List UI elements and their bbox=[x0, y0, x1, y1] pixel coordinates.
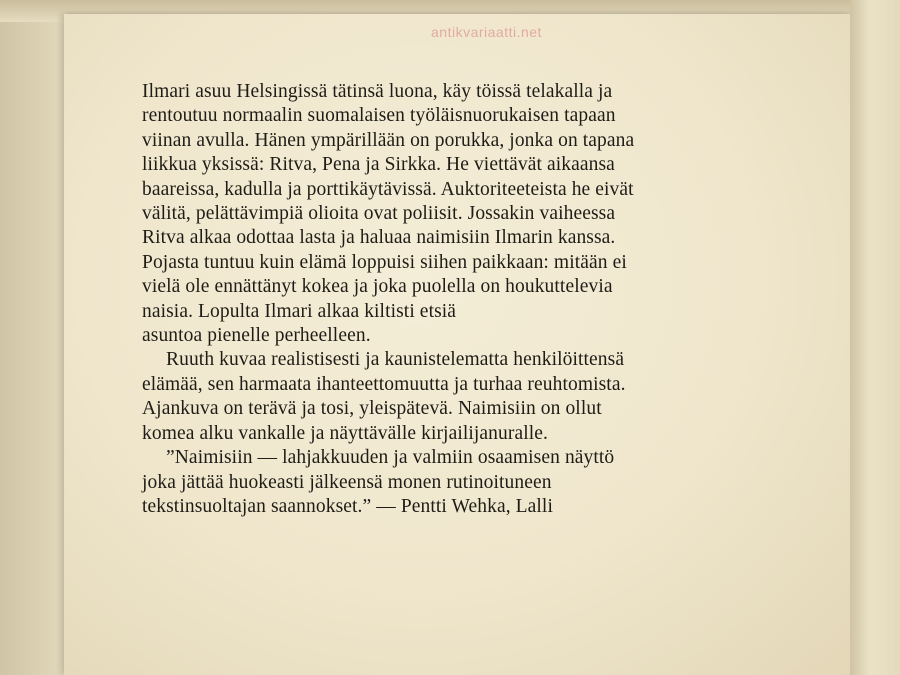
blurb-text bbox=[142, 80, 782, 519]
book-spine-edge bbox=[850, 0, 900, 675]
quote-paragraph bbox=[142, 446, 782, 519]
text-line: joka jättää huokeasti jälkeensä monen rutinoituneen bbox=[142, 471, 552, 493]
text-line: välitä, pelättävimpiä olioita ovat poliisit. Jossakin vaiheessa bbox=[142, 203, 616, 225]
text-line: rentoutuu normaalin suomalaisen työläisnuorukaisen tapaan bbox=[142, 105, 616, 127]
watermark: antikvariaatti.net bbox=[431, 24, 542, 40]
text-line: viinan avulla. Hänen ympärillään on porukka, jonka on tapana bbox=[142, 129, 635, 151]
text-line: baareissa, kadulla ja porttikäytävissä. Auktoriteeteista he eivät bbox=[142, 178, 634, 200]
text-line: Pojasta tuntuu kuin elämä loppuisi siihen paikkaan: mitään ei bbox=[142, 251, 627, 273]
text-line: Ilmari asuu Helsingissä tätinsä luona, käy töissä telakalla ja bbox=[142, 81, 613, 102]
text-line: naisia. Lopulta Ilmari alkaa kiltisti etsiä bbox=[142, 300, 457, 322]
text-line: elämää, sen harmaata ihanteettomuutta ja turhaa reuhtomista. bbox=[142, 373, 626, 395]
paragraph-2 bbox=[142, 348, 782, 446]
text-line: komea alku vankalle ja näyttävälle kirjailijanuralle. bbox=[142, 422, 548, 444]
text-line: Ajankuva on terävä ja tosi, yleispätevä. Naimisiin on ollut bbox=[142, 398, 602, 420]
paragraph-1 bbox=[142, 80, 782, 348]
text-line: Ritva alkaa odottaa lasta ja haluaa naimisiin Ilmarin kanssa. bbox=[142, 227, 616, 249]
text-line: asuntoa pienelle perheelleen. bbox=[142, 325, 371, 347]
text-line: Ruuth kuvaa realistisesti ja kaunistelematta henkilöittensä bbox=[166, 349, 625, 371]
text-line: ”Naimisiin — lahjakkuuden ja valmiin osaamisen näyttö bbox=[166, 447, 615, 469]
text-line: tekstinsuoltajan saannokset.” — Pentti Wehka, Lalli bbox=[142, 495, 553, 517]
page-edge-shadow bbox=[0, 0, 64, 675]
text-line: liikkua yksissä: Ritva, Pena ja Sirkka. He viettävät aikaansa bbox=[142, 154, 615, 176]
text-line: vielä ole ennättänyt kokea ja joka puolella on houkuttelevia bbox=[142, 276, 613, 298]
